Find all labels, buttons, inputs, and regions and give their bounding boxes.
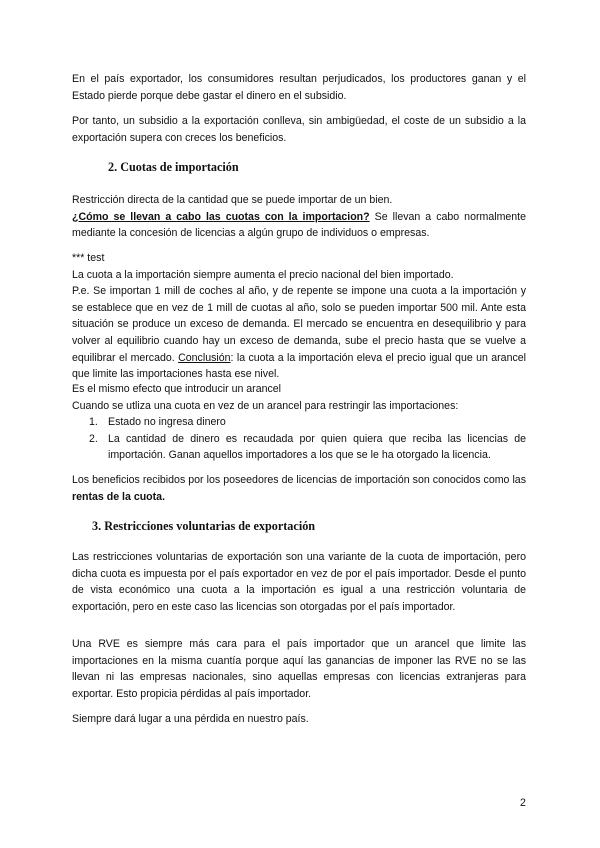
test-statement: La cuota a la importación siempre aumenta el precio nacional del bien importado.	[72, 268, 454, 281]
conclusion-label: Conclusión	[178, 351, 231, 364]
section-heading-voluntary-restrictions: 3. Restricciones voluntarias de exportación	[92, 519, 316, 533]
list-item	[72, 431, 526, 464]
arancel-comparison-block	[72, 381, 526, 414]
list-item-text: La cantidad de dinero es recaudada por quien quiera que reciba las licencias de importación. Ganan aquellos importadores a los que se le ha otorgado la licencia.	[108, 432, 526, 462]
list-item-text: Estado no ingresa dinero	[108, 416, 226, 428]
when-used-text: Cuando se utliza una cuota en vez de un arancel para restringir las importaciones:	[72, 399, 459, 412]
example-paragraph	[72, 283, 526, 383]
paragraph-rve-cost: Una RVE es siempre más cara para el país importador que un arancel que limite las importaciones en la misma cuantía porque aquí las ganancias de imponer las RVE no se las llevan ni las empresas nacionales, sino aquellas empresas con licencias extranjeras para exportar. Esto propicia pérdidas al país importador.	[72, 638, 526, 700]
test-marker: *** test	[72, 252, 105, 264]
section-heading-import-quotas: 2. Cuotas de importación	[108, 160, 239, 174]
example-text: P.e. Se importan 1 mill de coches al año, y de repente se impone una cuota a la importación y se establece que en vez de 1 mill de cuotas al año, solo se pueden importar 500 mil. Ante esta situación se produce un exceso de demanda. El mercado se encuentra en desequilibrio y para volver al equilibrio cuando hay un exceso de demanda, sube el precio hasta que se vuelve a equilibrar el mercado.	[72, 285, 526, 364]
conclusion-text: : la cuota a la importación eleva el precio igual que un arancel que limite las importaciones hasta ese nivel.	[72, 351, 526, 381]
quota-question-paragraph	[72, 209, 526, 242]
quota-rents-paragraph	[72, 472, 526, 505]
list-item	[72, 414, 526, 431]
quota-definition-block	[72, 192, 526, 242]
list-item-number: 2.	[89, 432, 98, 445]
quota-definition: Restricción directa de la cantidad que se puede importar de un bien.	[72, 194, 393, 206]
test-block	[72, 250, 526, 383]
consequences-list	[72, 414, 526, 464]
page-number: 2	[520, 797, 526, 809]
list-item-number: 1.	[89, 416, 98, 428]
quota-rents-text: Los beneficios recibidos por los poseedores de licencias de importación son conocidos como las	[72, 474, 526, 486]
quota-question-answer: Se llevan a cabo normalmente mediante la concesión de licencias a algún grupo de individuos o empresas.	[72, 210, 527, 240]
same-effect-text: Es el mismo efecto que introducir un arancel	[72, 383, 282, 395]
paragraph-rve-loss: Siempre dará lugar a una pérdida en nuestro país.	[72, 713, 309, 725]
paragraph-rve-definition: Las restricciones voluntarias de exportación son una variante de la cuota de importación, pero dicha cuota es impuesta por el país exportador en vez de por el país importador. Desde el punto de vista económico una cuota a la importación es igual a una restricción voluntaria de exportación, pero en este caso las licencias son otorgadas por el país importador.	[72, 551, 526, 613]
paragraph-exporter-effects: En el país exportador, los consumidores resultan perjudicados, los productores ganan y el Estado pierde porque debe gastar el dinero en el subsidio.	[72, 73, 526, 102]
quota-rents-term: rentas de la cuota.	[72, 490, 166, 503]
paragraph-subsidy-cost: Por tanto, un subsidio a la exportación conlleva, sin ambigüedad, el coste de un subsidio a la exportación supera con creces los beneficios.	[72, 115, 526, 144]
quota-question: ¿Cómo se llevan a cabo las cuotas con la importacion?	[72, 210, 370, 223]
